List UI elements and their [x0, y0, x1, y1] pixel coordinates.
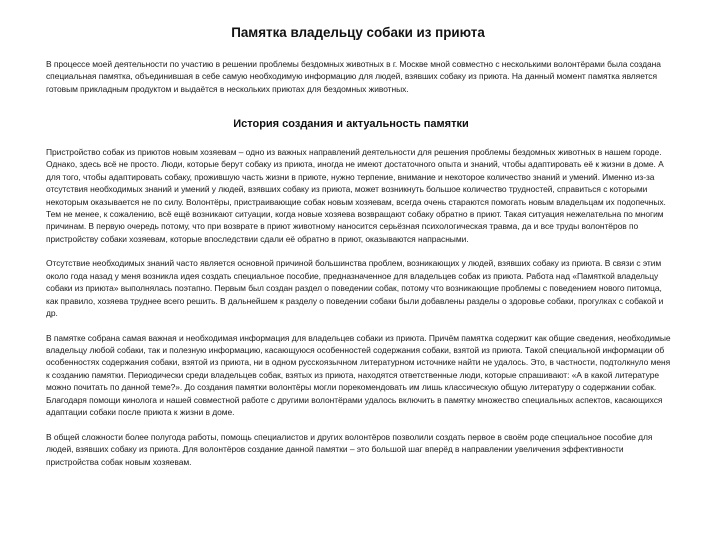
section-title: История создания и актуальность памятки — [233, 118, 469, 130]
paragraph-1: Пристройство собак из приютов новым хозяевам – одно из важных направлений деятельности для решения проблемы бездомных животных в нашем городе. Однако, здесь всё не просто. Люди, которые берут собаку из приюта, иногда не имеют достаточного опыта и знаний, чтобы адаптировать её к жизни в доме. А для того, чтобы адаптировать собаку, прожившую часть жизни в приюте, нужно терпение, внимание и некоторое количество знаний и умений. Именно из-за отсутствия необходимых знаний и умений у людей, взявших собаку из приюта, может возникнуть большое количество трудностей, справиться с которыми некоторым оказывается не по силу. Волонтёры, пристраивающие собак новым хозяевам, всегда очень стараются помогать новым владельцам их подопечных. Тем не менее, к сожалению, всё ещё возникают ситуации, когда новые хозяева возвращают собаку обратно в приют. Такая ситуация нежелательна по многим причинам. В первую очередь потому, что при возврате в приют животному наносится серьёзная психологическая травма, да и все труды волонтёров по пристройству собаки хозяевам, которые впоследствии сдали её обратно в приют, оказываются напрасными. — [46, 147, 666, 244]
paragraph-4: В общей сложности более полугода работы, помощь специалистов и других волонтёров позволили создать первое в своём роде специальное пособие для людей, взявших собаку из приюта. Для волонтёров создание данной памятки – это большой шаг вперёд в направлении увеличения эффективности пристройства собак новым хозяевам. — [46, 431, 653, 467]
document-title: Памятка владельцу собаки из приюта — [231, 25, 485, 40]
paragraph-3: В памятке собрана самая важная и необходимая информация для владельцев собаки из приюта. Причём памятка содержит как общие сведения, необходимые владельцу любой собаки, так и полезную информацию, касающуюся особенностей содержания собаки, взятой из приюта. Такой специальной информации об особенностях содержания собаки, взятой из приюта, ни в одном русскоязычном литературном источнике найти не удалось. Это, в частности, подтолкнуло меня к созданию памятки. Периодически среди владельцев собак, взятых из приюта, находятся ответственные люди, которые спрашивают: «А в какой литературе можно почитать по данной теме?». До создания памятки волонтёры могли порекомендовать им лишь классическую общую литературу о содержании собак. Благодаря помощи кинолога и нашей совместной работе с другими волонтёрами удалось включить в памятку множество специальных аспектов, касающихся адаптации собаки после приюта к жизни в доме. — [46, 332, 671, 418]
paragraph-2: Отсутствие необходимых знаний часто является основной причиной большинства проблем, возникающих у людей, взявших собаку из приюта. В связи с этим около года назад у меня возникла идея создать специальное пособие, предназначенное для владельцев собак из приюта. Работа над «Памяткой владельцу собаки из приюта» выполнялась поэтапно. Первым был создан раздел о поведении собак, потому что возникающие проблемы с поведением нового питомца, как правило, хозяева труднее всего решить. В дальнейшем к разделу о поведении собаки были добавлены разделы о здоровье собаки, прогулках с собакой и др. — [46, 258, 664, 319]
section-body — [46, 146, 674, 468]
intro-paragraph: В процессе моей деятельности по участию в решении проблемы бездомных животных в г. Москве мной совместно с несколькими волонтёрами была создана специальная памятка, объединившая в себе самую необходимую информацию для людей, взявших собаку из приюта. На данный момент памятка является готовым прикладным продуктом и выдаётся в нескольких приютах для бездомных животных. — [46, 59, 661, 94]
